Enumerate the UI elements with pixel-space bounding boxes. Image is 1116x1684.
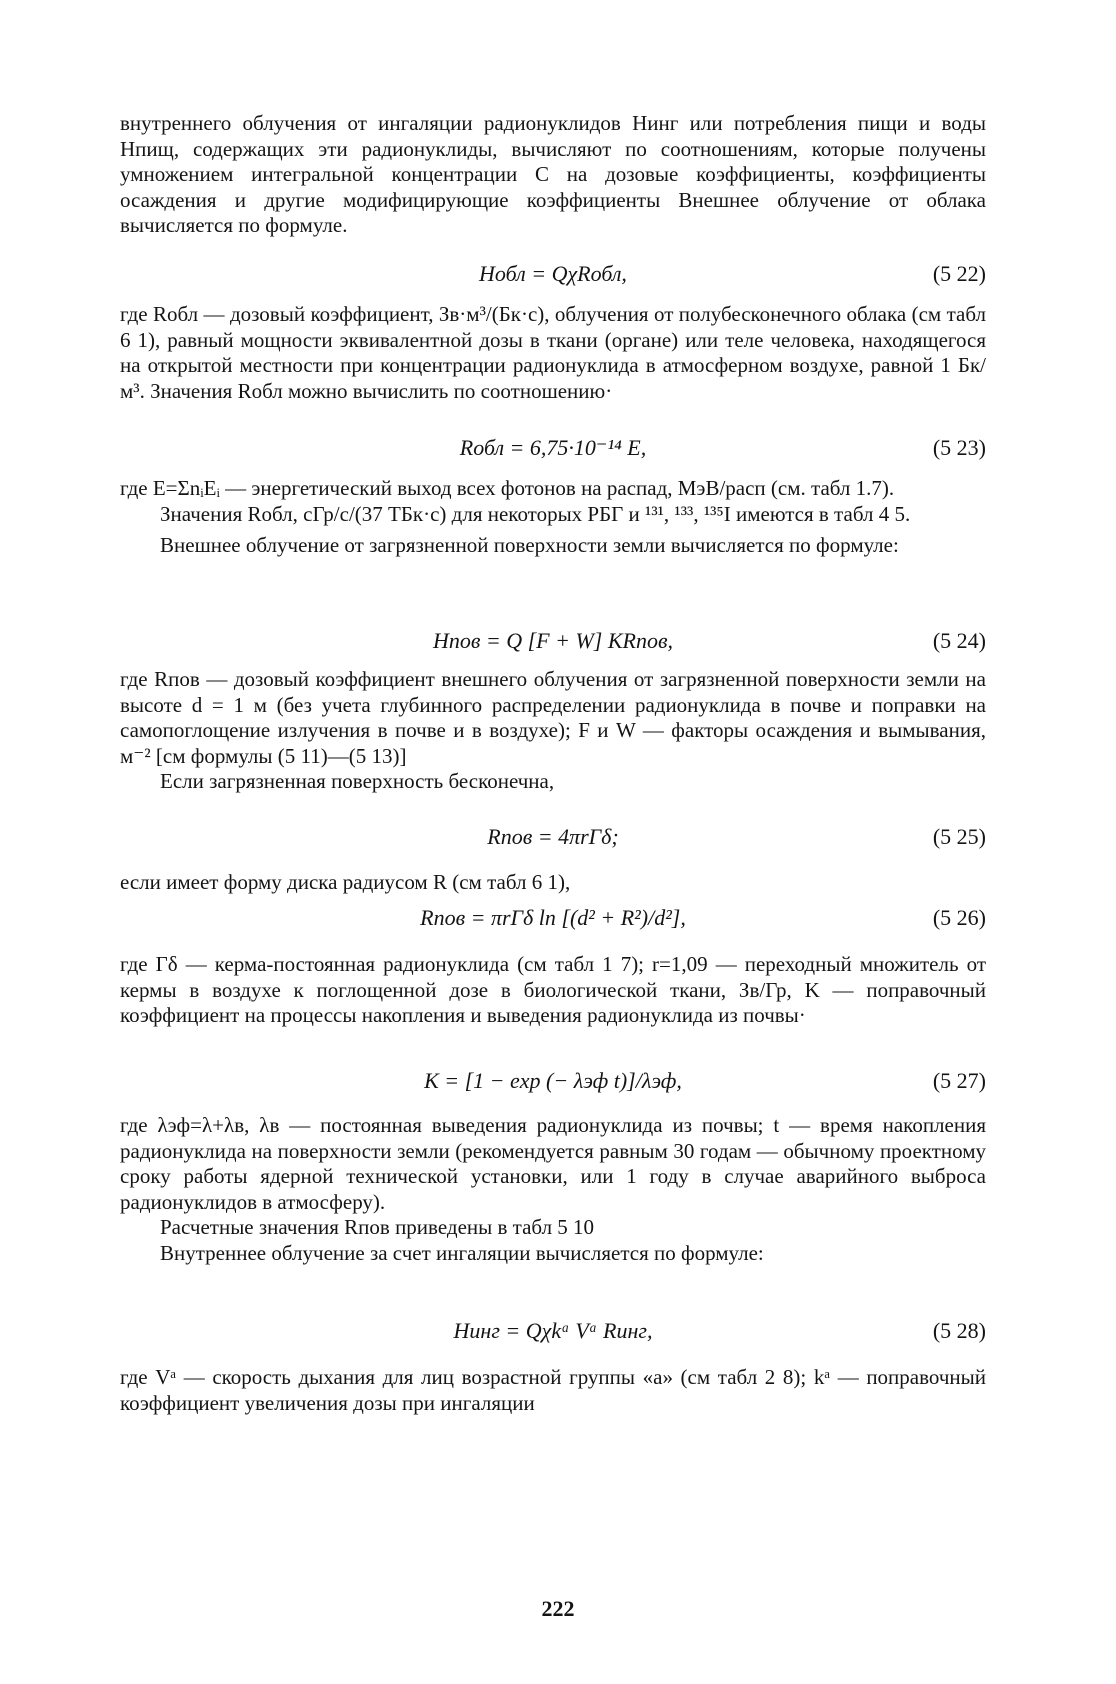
paragraph-text: Значения Rобл, сГр/с/(37 ТБк·с) для некоторых РБГ и ¹³¹, ¹³³, ¹³⁵I имеются в табл 4 5. [160,501,911,526]
paragraph-kerma [120,952,986,1029]
formula-number: (5 26) [932,905,986,930]
page-number: 222 [541,1596,575,1621]
paragraph-text: Внешнее облучение от загрязненной поверхности земли вычисляется по формуле: [160,533,899,557]
formula-5-28 [120,1316,986,1346]
paragraph-text: где Rобл — дозовый коэффициент, Зв·м³/(Бк·с), облучения от полубесконечного облака (см табл 6 1), равный мощности эквивалентной дозы в ткани (органе) или теле человека, находящегося на открытой местности при концентрации радионуклида в атмосферном воздухе, равной 1 Бк/м³. Значения Rобл можно вычислить по соотношению· [120,302,986,403]
paragraph-text: Внутреннее облучение за счет ингаляции вычисляется по формуле: [160,1240,764,1265]
formula-expression: Rпов = 4πrΓδ; [487,824,619,849]
formula-expression: K = [1 − exp (− λэф t)]/λэф, [424,1068,682,1093]
formula-5-27 [120,1066,986,1096]
paragraph-text: где E=ΣnᵢEᵢ — энергетический выход всех фотонов на распад, МэВ/расп (см. табл 1.7). [120,476,895,500]
paragraph-text: где Γδ — керма-постоянная радионуклида (см табл 1 7); r=1,09 — переходный множитель от кермы в воздухе к поглощенной дозе в биологической ткани, Зв/Гр, K — поправочный коэффициент на процессы накопления и выведения радионуклида из почвы· [120,952,986,1027]
formula-5-22 [120,259,986,289]
formula-expression: Hинг = Qχkᵃ Vᵃ Rинг, [453,1318,653,1343]
formula-5-26 [120,903,986,933]
paragraph-cloud-coefficient [120,302,986,404]
formula-expression: Rобл = 6,75·10⁻¹⁴ E, [459,435,647,460]
formula-number: (5 28) [932,1318,986,1343]
paragraph-intro [120,111,986,239]
formula-number: (5 27) [932,1068,986,1093]
formula-expression: Rпов = πrΓδ ln [(d² + R²)/d²], [420,905,686,930]
formula-expression: Hпов = Q [F + W] KRпов, [432,628,674,653]
paragraph-surface-coefficient [120,667,986,795]
paragraph-disk [120,870,986,896]
paragraph-text: где λэф=λ+λв, λв — постоянная выведения радионуклида из почвы; t — время накопления радионуклида на поверхности земли (рекомендуется равным 30 годам — обычному проектному сроку работы ядерной технической установки, или 1 году в случае аварийного выброса радионуклидов в атмосферу). [120,1113,986,1214]
paragraph-energy-yield [120,476,986,559]
formula-5-25 [120,822,986,852]
formula-5-23 [120,433,986,463]
formula-number: (5 24) [932,628,986,653]
formula-expression: Hобл = QχRобл, [479,261,627,286]
paragraph-text: Если загрязненная поверхность бесконечна, [160,769,555,793]
paragraph-text: Расчетные значения Rпов приведены в табл 5 10 [160,1215,595,1239]
paragraph-text: где Vᵃ — скорость дыхания для лиц возрастной группы «а» (см табл 2 8); kᵃ — поправочный коэффициент увеличения дозы при ингаляции [120,1365,986,1415]
paragraph-text: внутреннего облучения от ингаляции радионуклидов Hинг или потребления пищи и воды Hпищ, содержащих эти радионуклиды, вычисляют по соотношениям, которые получены умножением интегральной концентрации C на дозовые коэффициенты, коэффициенты осаждения и другие модифицирующие коэффициенты Внешнее облучение от облака вычисляется по формуле. [120,111,986,237]
paragraph-text: если имеет форму диска радиусом R (см табл 6 1), [120,870,571,894]
formula-number: (5 22) [932,261,986,286]
formula-number: (5 25) [932,824,986,849]
formula-5-24 [120,626,986,656]
paragraph-removal [120,1113,986,1266]
formula-number: (5 23) [932,435,986,460]
paragraph-text: где Rпов — дозовый коэффициент внешнего облучения от загрязненной поверхности земли на высоте d = 1 м (без учета глубинного распределении радионуклида в почве и поправки на самопоглощение излучения в почве и в воздухе); F и W — факторы осаждения и вымывания, м⁻² [см формулы (5 11)—(5 13)] [120,667,986,768]
paragraph-breathing [120,1365,986,1416]
